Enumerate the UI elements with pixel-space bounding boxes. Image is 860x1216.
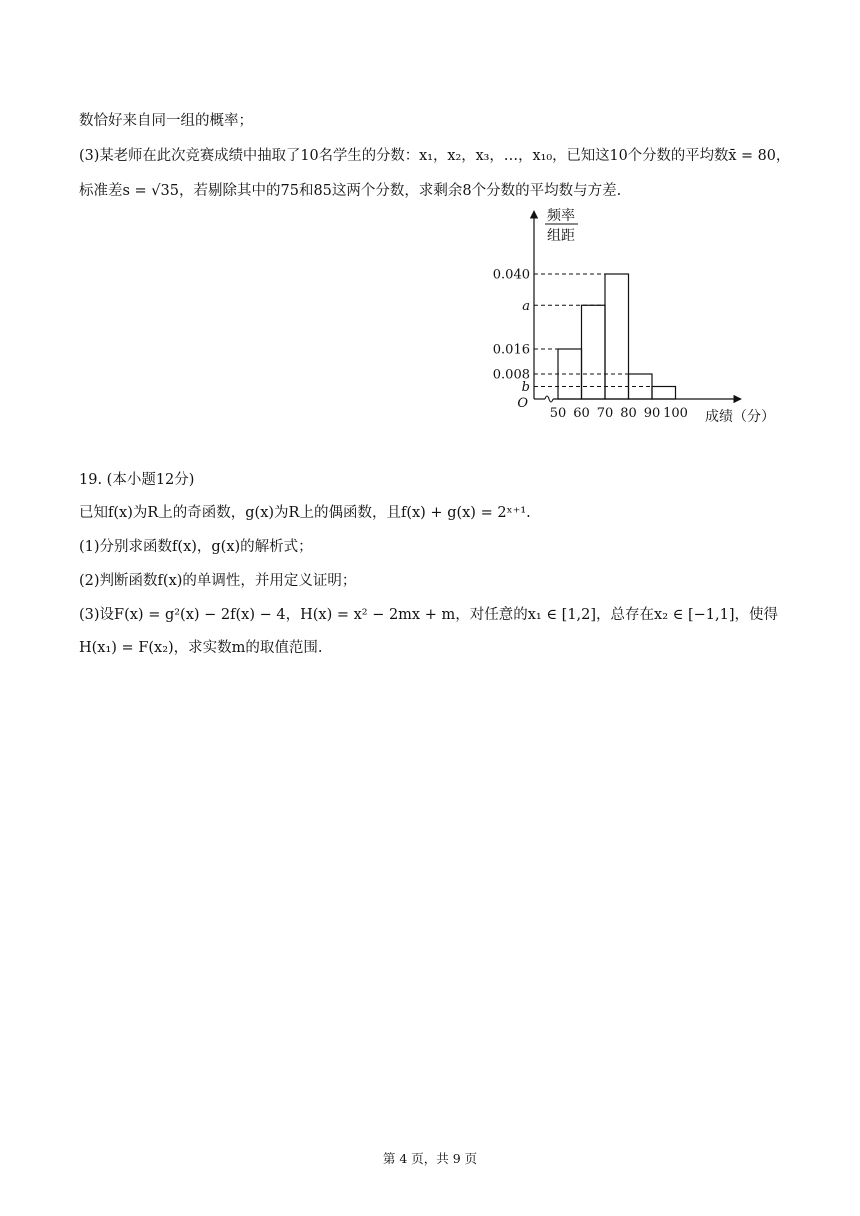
q19-part-3-line-1: (3)设F(x) = g²(x) − 2f(x) − 4，H(x) = x² − 2mx + m，对任意的x₁ ∈ [1,2]，总存在x₂ ∈ [−1,1]，使得 — [79, 607, 779, 623]
q19-part-1: (1)分别求函数f(x)，g(x)的解析式； — [79, 539, 313, 555]
y-tick-label-3: 0.008 — [492, 367, 530, 383]
y-tick-label-4: b — [521, 380, 530, 395]
x-tick-label-100: 100 — [663, 406, 688, 421]
q19-heading: 19. (本小题12分) — [79, 472, 195, 488]
y-label-numerator: 频率 — [547, 208, 575, 224]
x-tick-label-50: 50 — [549, 406, 567, 421]
x-tick-label-60: 60 — [573, 406, 590, 421]
q18-part3-line-2: 标准差s = √35，若剔除其中的75和85这两个分数，求剩余8个分数的平均数与方差. — [79, 183, 622, 199]
page-footer: 第 4 页，共 9 页 — [382, 1151, 478, 1166]
x-tick-label-80: 80 — [620, 406, 637, 421]
x-tick-labels — [550, 406, 688, 421]
q19-part-3-line-2: H(x₁) = F(x₂)，求实数m的取值范围. — [79, 640, 323, 656]
bar-70-80 — [605, 274, 629, 399]
axis-break-mark — [545, 396, 553, 402]
q19-part-2: (2)判断函数f(x)的单调性，并用定义证明； — [79, 573, 357, 589]
y-axis-label — [545, 208, 578, 244]
bar-90-100 — [652, 387, 676, 400]
y-tick-labels — [493, 268, 530, 396]
q19-stem: 已知f(x)为R上的奇函数，g(x)为R上的偶函数，且f(x) + g(x) = 2ˣ⁺¹. — [79, 505, 531, 521]
frequency-histogram — [487, 203, 787, 433]
x-tick-label-70: 70 — [596, 406, 614, 421]
q18-line-1: 数恰好来自同一组的概率； — [79, 113, 253, 129]
origin-label: O — [517, 396, 528, 411]
y-tick-label-0: 0.040 — [492, 267, 530, 283]
bar-60-70 — [582, 305, 606, 399]
q18-part3-line-1: (3)某老师在此次竞赛成绩中抽取了10名学生的分数：x₁，x₂，x₃，…，x₁₀，已知这10个分数的平均数x̄ = 80， — [79, 148, 791, 164]
y-label-denominator: 组距 — [547, 228, 575, 244]
x-axis-label: 成绩（分） — [705, 409, 775, 425]
bars — [558, 274, 676, 399]
y-tick-label-1: a — [522, 298, 530, 314]
y-tick-label-2: 0.016 — [492, 342, 530, 358]
x-tick-label-90: 90 — [643, 406, 661, 421]
